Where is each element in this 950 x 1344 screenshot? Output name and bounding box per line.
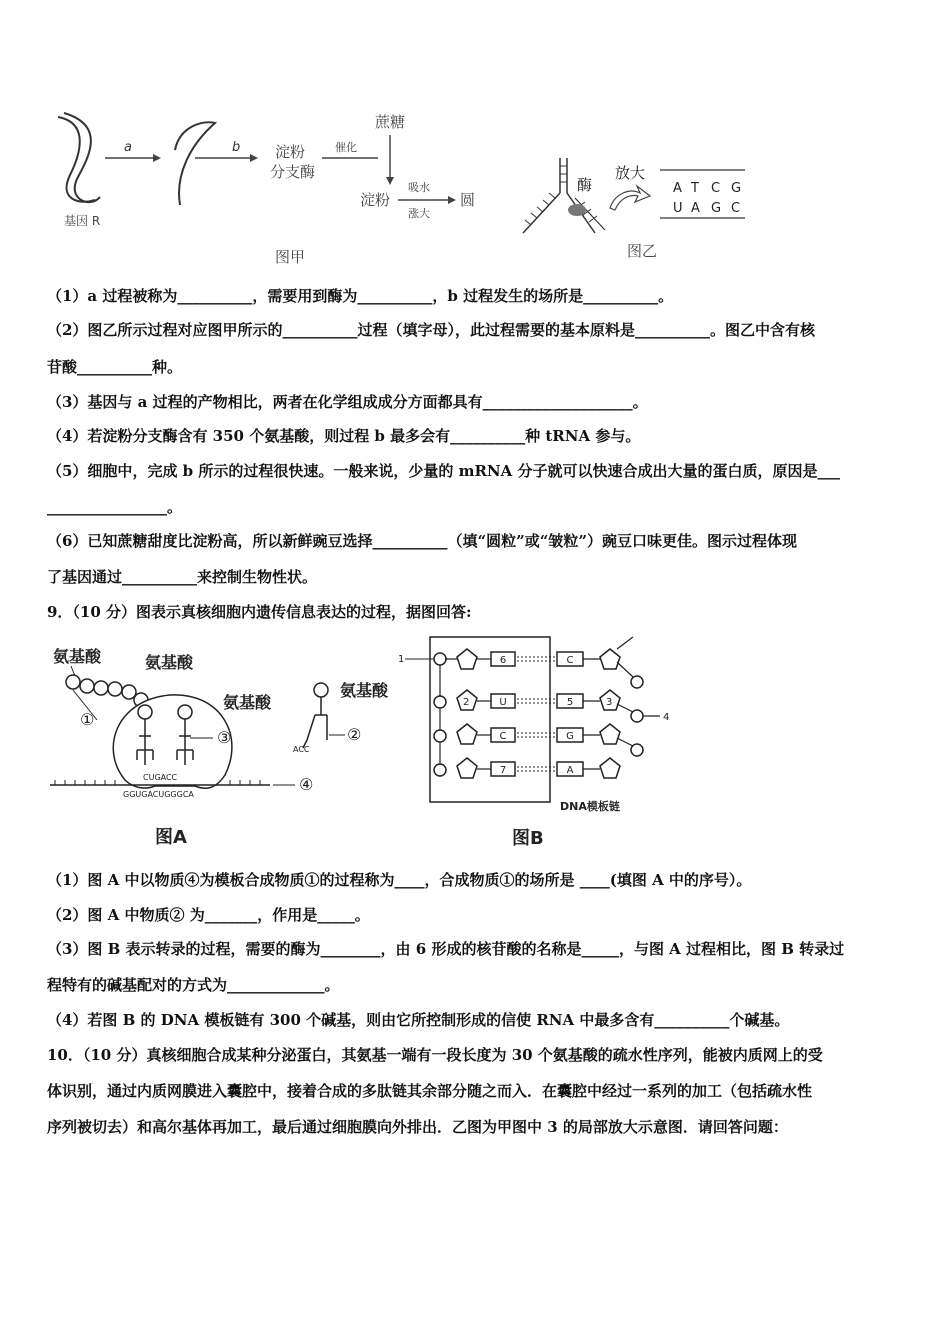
magnify-arrow-icon [610,186,650,210]
catalyze-label: 催化 [335,141,357,154]
q9-line-5: （4）若图 B 的 DNA 模板链有 300 个碱基，则由它所控制形成的信使 RNA 中最多含有__________个碱基。 [47,1011,790,1029]
q8-line-8: （6）已知蔗糖甜度比淀粉高，所以新鲜豌豆选择__________（填“圆粒”或“皱粒”）豌豆口味更佳。图示过程体现 [47,532,797,550]
enzyme-label: 酶 [577,176,593,194]
figure-jia [50,105,490,270]
q10-line-1: 10．（10 分）真核细胞合成某种分泌蛋白，其氨基一端有一段长度为 30 个氨基酸的疏水性序列，能被内质网上的受 [47,1046,823,1064]
callout-3: ③ [217,728,232,747]
gene-r-strand-icon [64,113,100,202]
acc-label: ACC [293,745,310,754]
q8-line-3: 苷酸__________种。 [47,358,183,376]
figure-b-caption: 图B [512,828,544,849]
process-b-label: b [232,140,241,155]
callout-1: ① [80,710,95,729]
q8-line-4: （3）基因与 a 过程的产物相比，两者在化学组成成分方面都具有____________________。 [47,393,648,411]
q9-line-3: （3）图 B 表示转录的过程，需要的酶为________，由 6 形成的核苷酸的名称是_____，与图 A 过程相比，图 B 转录过 [47,940,845,958]
top-base-4: G [731,181,742,196]
amino-acid-label-4: 氨基酸 [340,681,389,700]
starch-label: 淀粉 [360,191,391,209]
polypeptide-chain [66,675,148,707]
anticodon-seq: CUGACC [143,773,178,782]
round-label: 圆 [460,191,476,209]
q9-header: 9．（10 分）图表示真核细胞内遗传信息表达的过程，据图回答: [47,603,472,621]
left-num-2: 2 [463,697,470,708]
figure-b [395,632,685,857]
enzyme-icon [568,204,586,216]
amino-acid-label-3: 氨基酸 [223,693,272,712]
amino-acid-label-1: 氨基酸 [53,647,102,666]
magnify-label: 放大 [615,164,646,182]
figure-a [45,640,395,855]
bottom-base-4: C [731,201,741,216]
q9-line-1: （1）图 A 中以物质④为模板合成物质①的过程称为____，合成物质①的场所是 ____(填图 A 中的序号）。 [47,871,752,889]
q8-line-7: ________________。 [47,498,183,516]
q8-line-9: 了基因通过__________来控制生物性状。 [47,568,318,586]
mrna-strand-icon [175,122,215,205]
callout-2: ② [347,725,362,744]
bottom-base-1: U [673,201,683,216]
figure-a-caption: 图A [155,827,187,848]
q8-line-2: （2）图乙所示过程对应图甲所示的__________过程（填字母），此过程需要的基本原料是__________。图乙中含有核 [47,321,815,339]
right-base-4: A [566,765,574,776]
left-base-2: U [499,697,507,708]
left-base-3: C [499,731,507,742]
q9-line-4: 程特有的碱基配对的方式为_____________。 [47,976,340,994]
right-num-3: 3 [606,697,613,708]
process-a-label: a [124,140,132,155]
swell-label: 涨大 [408,207,430,220]
bottom-base-2: A [691,201,700,216]
dna-strand-label: DNA模板链 [560,800,620,813]
bottom-base-3: G [711,201,722,216]
mrna-seq: GGUGACUGGGCA [123,790,194,799]
top-base-3: C [711,181,721,196]
right-base-1: C [566,655,574,666]
figure-jia-caption: 图甲 [275,248,306,266]
figure-yi-caption: 图乙 [627,242,658,260]
q9-line-2: （2）图 A 中物质② 为_______，作用是_____。 [47,906,370,924]
callout-4: ④ [299,775,314,794]
gene-r-label: 基因 R [64,214,101,228]
q10-line-2: 体识别，通过内质网膜进入囊腔中，接着合成的多肽链其余部分随之而入．在囊腔中经过一系列的加工（包括疏水性 [47,1082,813,1100]
left-base-1: 6 [499,655,507,666]
enzyme-line1: 淀粉 [275,143,306,161]
label-1: 1 [398,654,405,665]
q8-line-1: （1）a 过程被称为__________，需要用到酶为__________，b 过程发生的场所是__________。 [47,287,674,305]
right-base-2: 5 [566,697,574,708]
q8-line-6: （5）细胞中，完成 b 所示的过程很快速。一般来说，少量的 mRNA 分子就可以快速合成出大量的蛋白质，原因是___ [47,462,841,480]
top-base-1: A [673,181,682,196]
amino-acid-label-2: 氨基酸 [145,653,194,672]
q8-line-5: （4）若淀粉分支酶含有 350 个氨基酸，则过程 b 最多会有__________种 tRNA 参与。 [47,427,641,445]
left-base-4: 7 [499,765,507,776]
figure-yi [515,138,755,263]
q10-line-3: 序列被切去）和高尔基体再加工，最后通过细胞膜向外排出．乙图为甲图中 3 的局部放大示意图．请回答问题： [47,1118,788,1136]
right-base-3: G [566,731,574,742]
enzyme-line2: 分支酶 [270,163,316,181]
top-base-2: T [691,181,699,196]
label-4: 4 [663,712,670,723]
sucrose-label: 蔗糖 [375,113,406,131]
absorb-water-label: 吸水 [408,181,430,194]
